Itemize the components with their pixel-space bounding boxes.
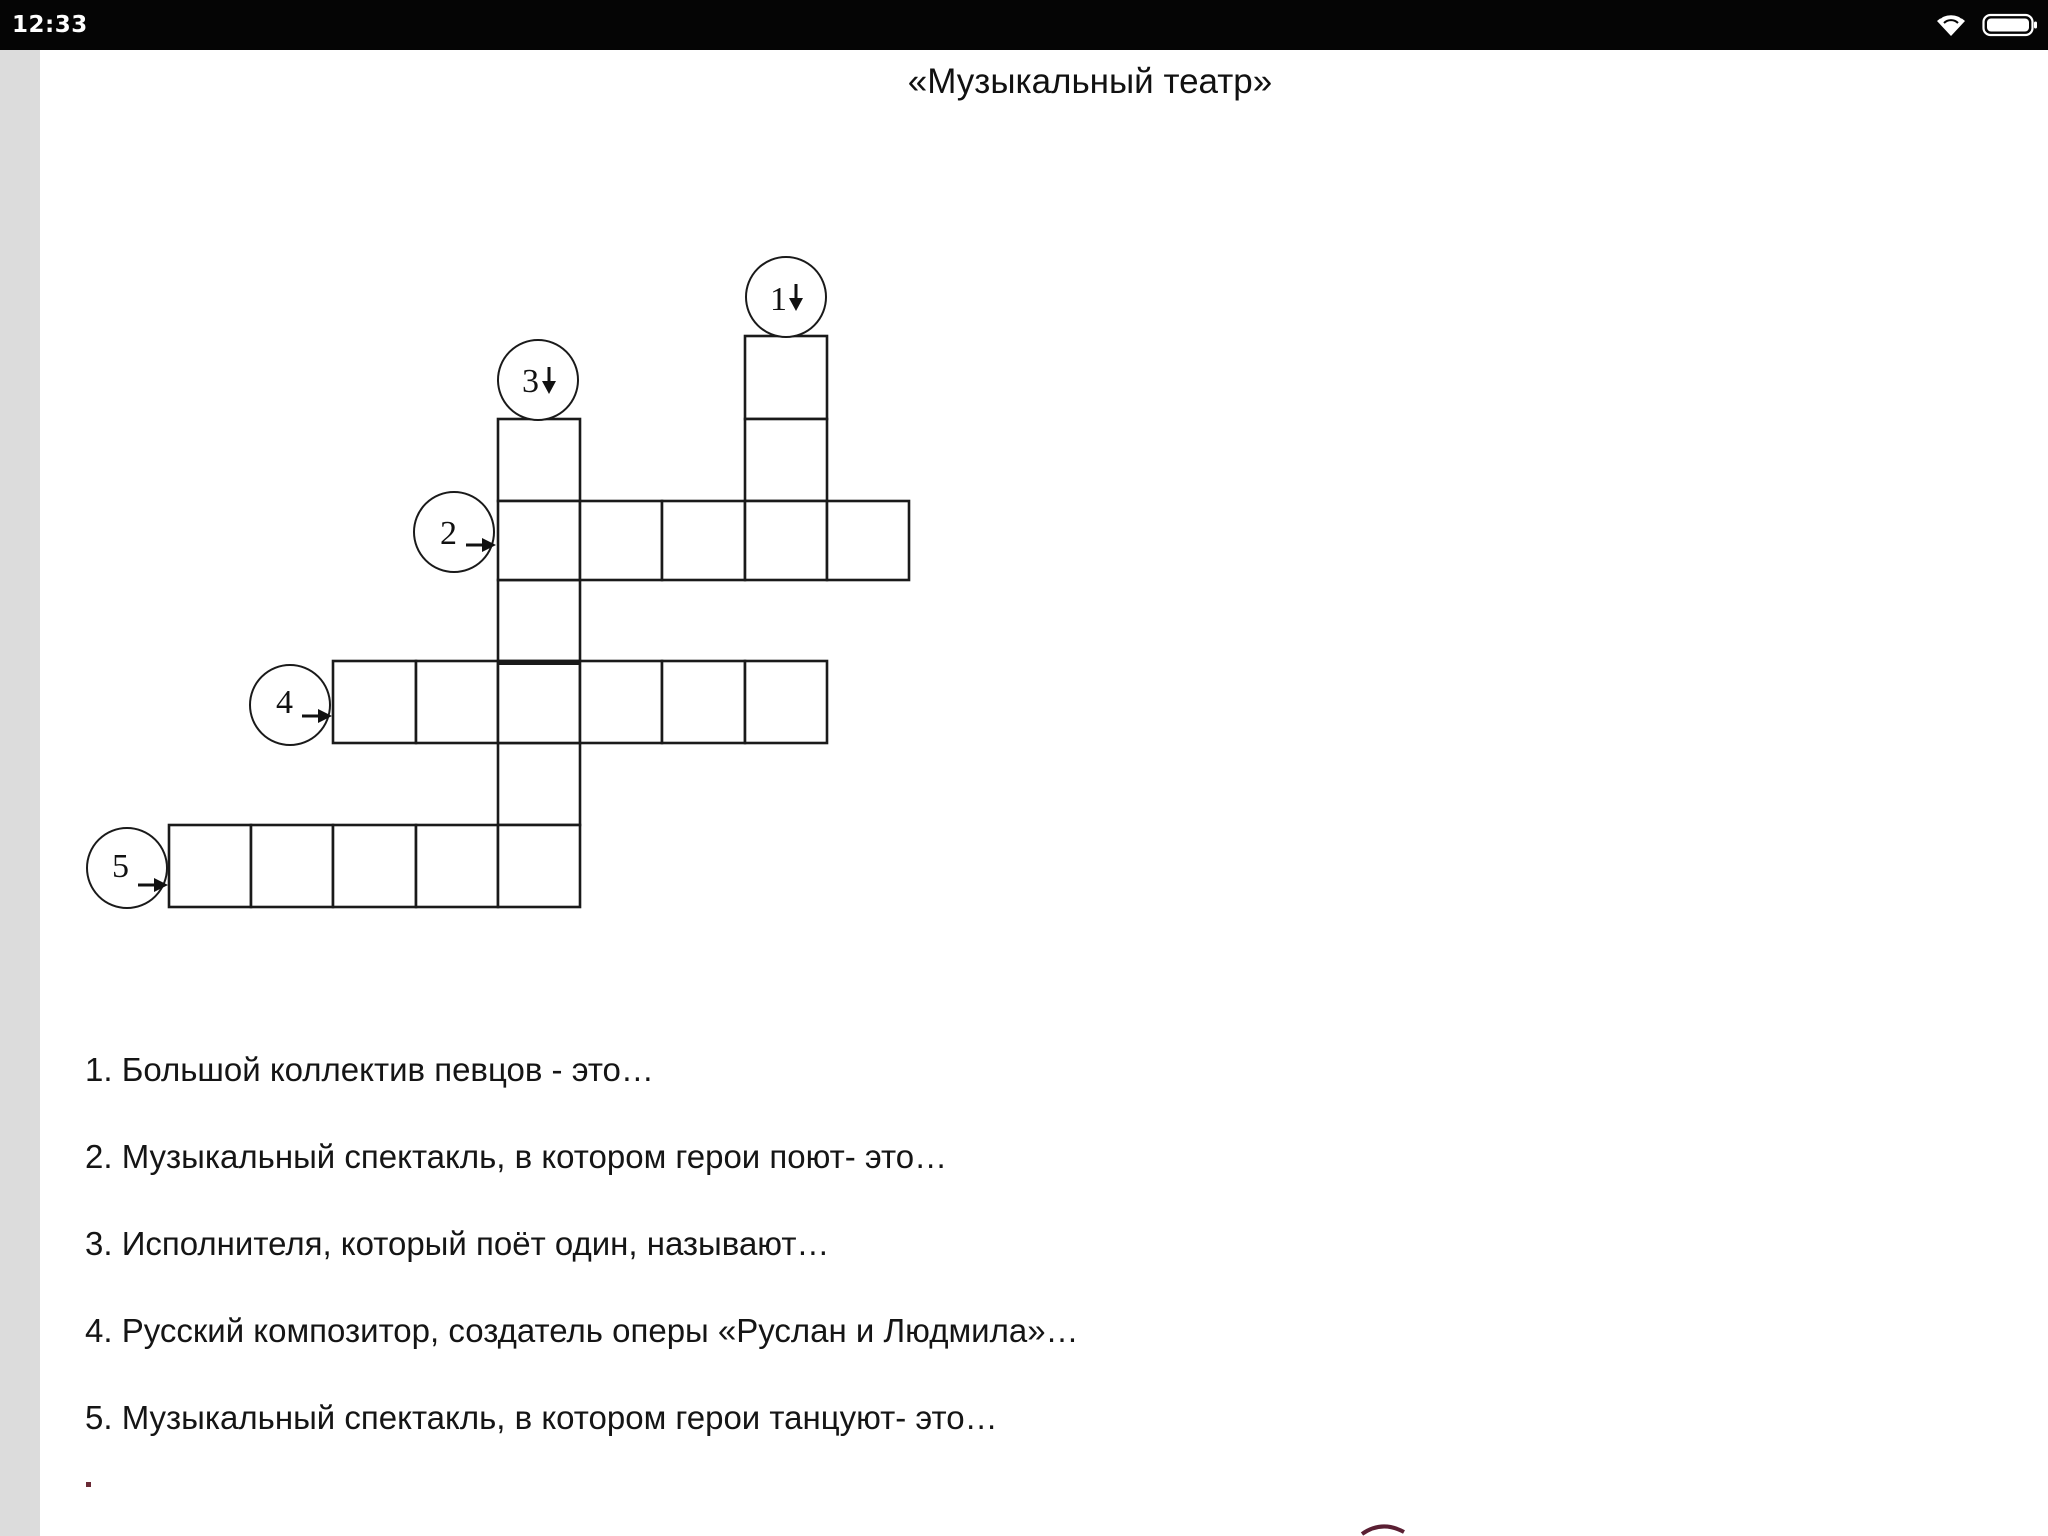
crossword-cell (662, 661, 745, 743)
crossword-cell (416, 825, 498, 907)
clue-4: 4. Русский композитор, создатель оперы «Руслан и Людмила»… (85, 1312, 1079, 1349)
crossword-cell (745, 336, 827, 419)
marker-number-2: 2 (440, 515, 457, 552)
clue-5: 5. Музыкальный спектакль, в котором герои танцуют- это… (85, 1399, 998, 1436)
status-time: 12:33 (12, 12, 88, 38)
crossword-cell (416, 661, 498, 743)
crossword-cell (745, 501, 827, 580)
crossword-cell (580, 501, 662, 580)
speck-mark (86, 1482, 91, 1487)
crossword-cell (251, 825, 333, 907)
crossword-cell (498, 419, 580, 501)
crossword-cell (333, 661, 416, 743)
crossword-cell (498, 825, 580, 907)
crossword-cell (498, 580, 580, 661)
crossword-cell (745, 661, 827, 743)
decorative-swoosh-icon (1360, 1512, 1480, 1536)
crossword-cell (827, 501, 909, 580)
marker-number-5: 5 (112, 848, 129, 885)
marker-number-3: 3 (522, 363, 539, 400)
crossword-cell (498, 661, 580, 743)
marker-number-1: 1 (770, 281, 787, 318)
crossword-cell (662, 501, 745, 580)
crossword-cell (580, 661, 662, 743)
clue-2: 2. Музыкальный спектакль, в котором герои поют- это… (85, 1138, 948, 1175)
crossword-cell (498, 743, 580, 825)
crossword-cell (333, 825, 416, 907)
clue-3: 3. Исполнителя, который поёт один, называют… (85, 1225, 830, 1262)
crossword-cell (498, 501, 580, 580)
crossword-cell (745, 419, 827, 501)
marker-number-4: 4 (276, 684, 293, 721)
crossword-cell (169, 825, 251, 907)
clue-1: 1. Большой коллектив певцов - это… (85, 1051, 654, 1088)
page-title-text: «Музыкальный театр» (907, 62, 1273, 101)
